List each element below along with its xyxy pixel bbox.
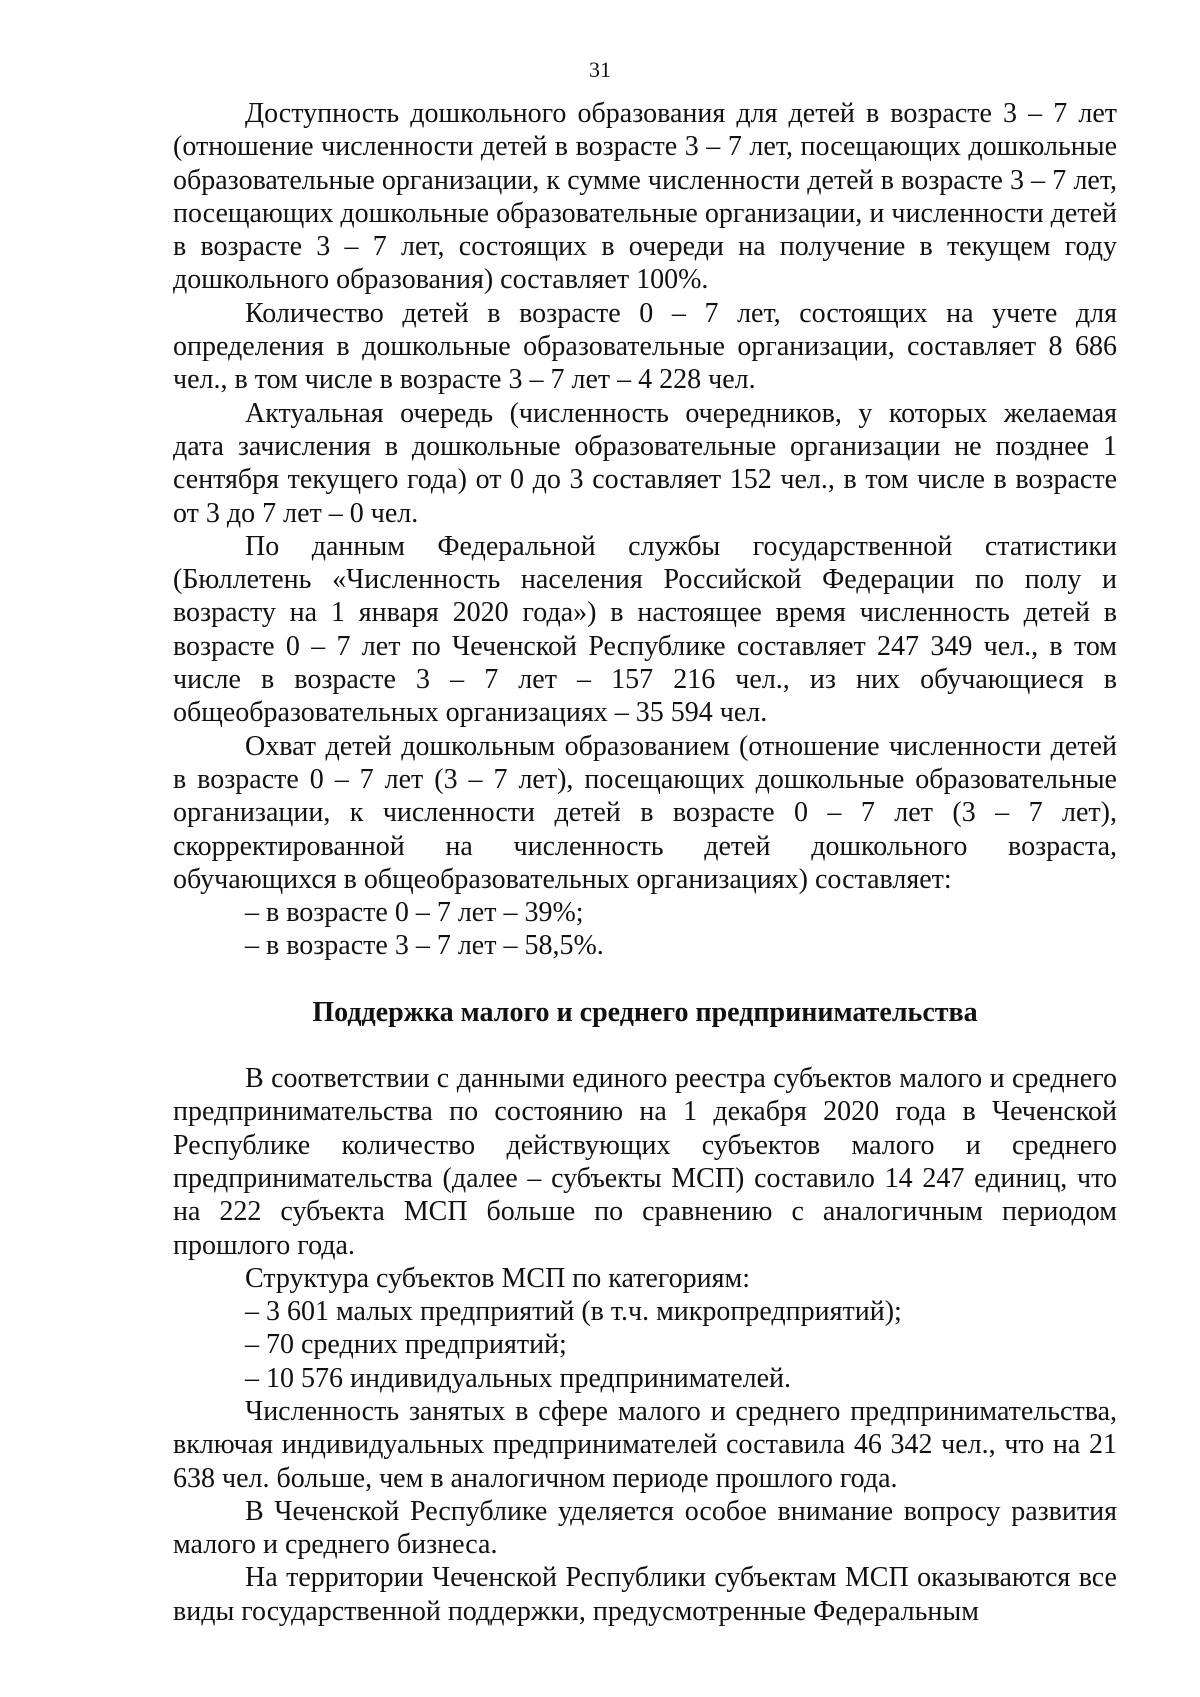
list-item-individual-entrepreneurs: – 10 576 индивидуальных предпринимателей. [245,1362,791,1394]
list-item-coverage-0-7: – в возрасте 0 – 7 лет – 39%; [245,897,584,929]
page-number: 31 [589,57,611,82]
paragraph-registered-children: Количество детей в возрасте 0 – 7 лет, состоящих на учете для определения в дошкольные образовательные организации, составляет 8 686 чел., в том числе в возрасте 3 – 7 лет – 4 228 чел. [173,297,1117,396]
paragraph-sme-attention: В Чеченской Республике уделяется особое внимание вопросу развития малого и среднего бизнеса. [173,1495,1117,1561]
paragraph-preschool-coverage: Охват детей дошкольным образованием (отношение численности детей в возрасте 0 – 7 лет (3 – 7 лет), посещающих дошкольные образовательные организации, к численности детей в возрасте 0 – 7 лет (3 – 7 лет), скорректированной на численность детей дошкольного возраста, обучающихся в общеобразовательных организациях) составляет: [173,730,1117,895]
paragraph-sme-employment: Численность занятых в сфере малого и среднего предпринимательства, включая индивидуальных предпринимателей составила 46 342 чел., что на 21 638 чел. больше, чем в аналогичном периоде прошлого года. [173,1395,1117,1494]
list-item-small-enterprises: – 3 601 малых предприятий (в т.ч. микропредприятий); [245,1296,902,1328]
paragraph-sme-state-support: На территории Чеченской Республики субъектам МСП оказываются все виды государственной поддержки, предусмотренные Федеральным [173,1562,1117,1627]
paragraph-sme-registry: В соответствии с данными единого реестра субъектов малого и среднего предпринимательства по состоянию на 1 декабря 2020 года в Чеченской Республике количество действующих субъектов малого и среднего предпринимательства (далее – субъекты МСП) составило 14 247 единиц, что на 222 субъекта МСП больше по сравнению с аналогичным периодом прошлого года. [173,1063,1117,1261]
paragraph-sme-structure-intro: Структура субъектов МСП по категориям: [245,1262,750,1294]
paragraph-preschool-availability: Доступность дошкольного образования для детей в возрасте 3 – 7 лет (отношение численности детей в возрасте 3 – 7 лет, посещающих дошкольные образовательные организации, к сумме численности детей в возрасте 3 – 7 лет, посещающих дошкольные образовательные организации, и численности детей в возрасте 3 – 7 лет, состоящих в очереди на получение в текущем году дошкольного образования) составляет 100%. [173,98,1117,296]
page-content [173,97,1117,1628]
list-item-coverage-3-7: – в возрасте 3 – 7 лет – 58,5%. [245,930,604,962]
list-item-medium-enterprises: – 70 средних предприятий; [245,1329,567,1361]
section-heading-sme-support: Поддержка малого и среднего предпринимательства [312,996,978,1028]
paragraph-actual-queue: Актуальная очередь (численность очередников, у которых желаемая дата зачисления в дошкольные образовательные организации не позднее 1 сентября текущего года) от 0 до 3 составляет 152 чел., в том числе в возрасте от 3 до 7 лет – 0 чел. [173,397,1117,529]
paragraph-rosstat-data: По данным Федеральной службы государственной статистики (Бюллетень «Численность населения Российской Федерации по полу и возрасту на 1 января 2020 года») в настоящее время численность детей в возрасте 0 – 7 лет по Чеченской Республике составляет 247 349 чел., в том числе в возрасте 3 – 7 лет – 157 216 чел., из них обучающиеся в общеобразовательных организациях – 35 594 чел. [173,530,1117,729]
